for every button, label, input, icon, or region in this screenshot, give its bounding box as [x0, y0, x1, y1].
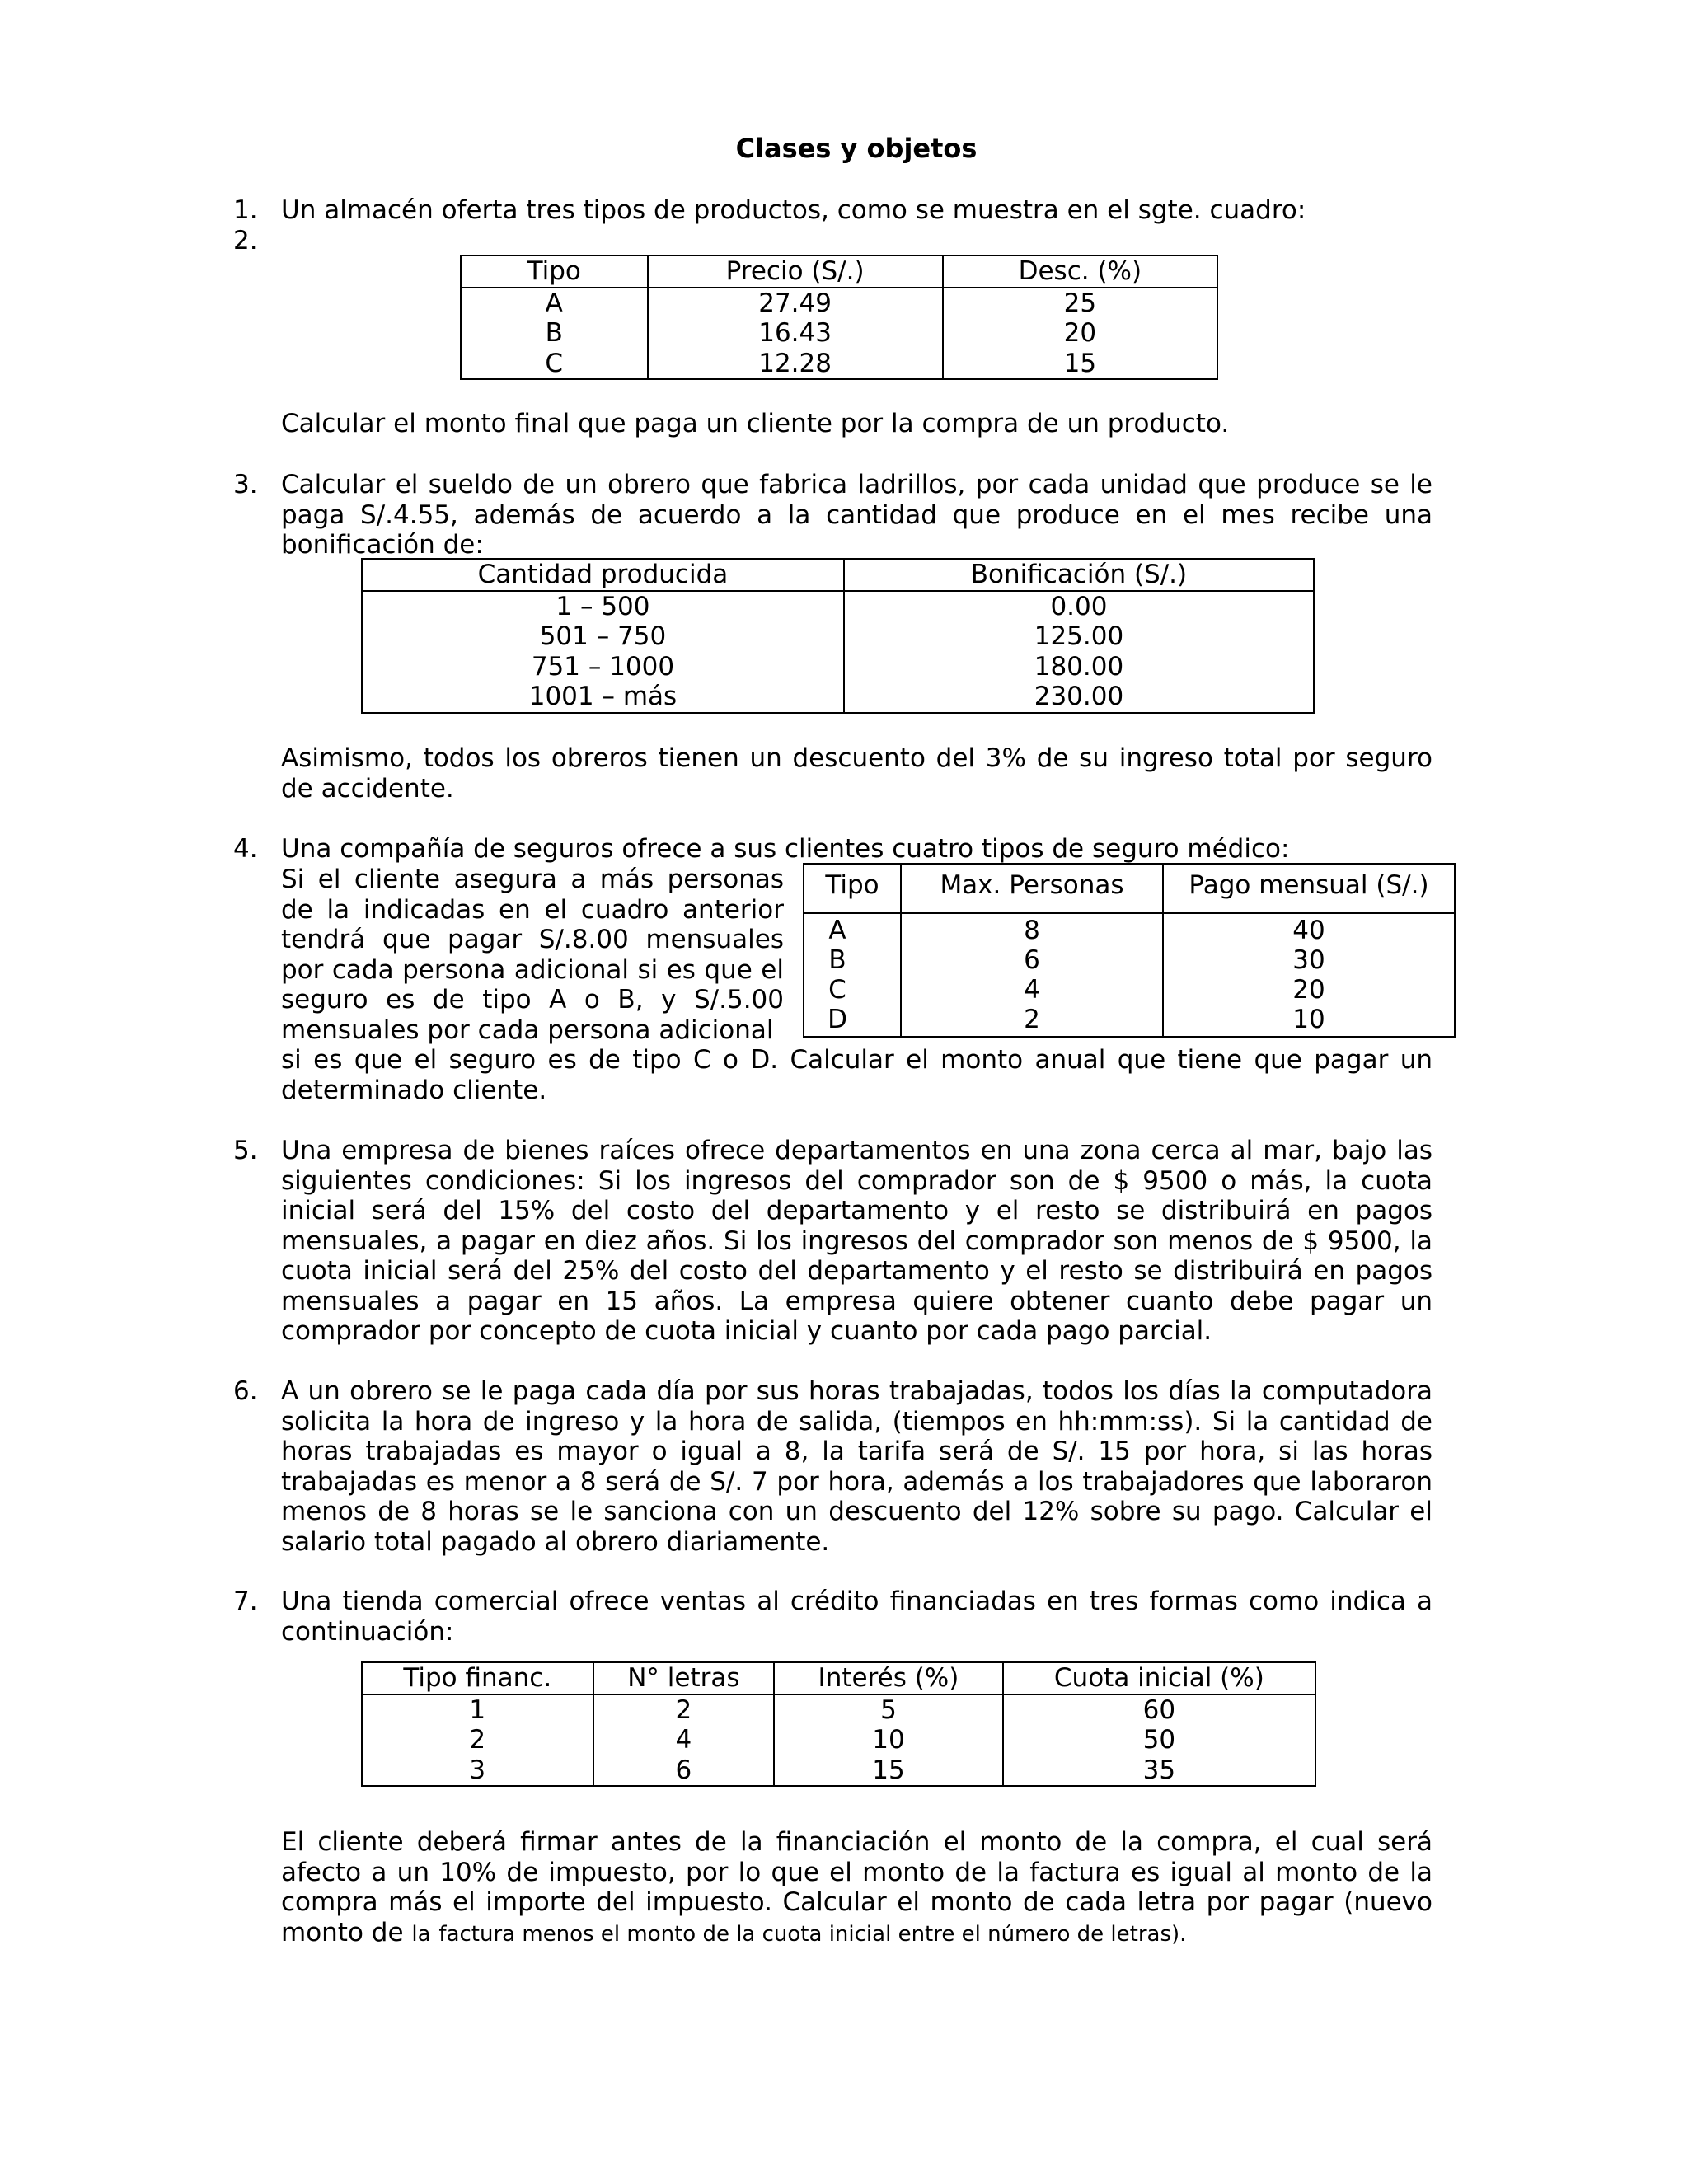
page-title: Clases y objetos — [735, 133, 978, 164]
table-cell: D — [828, 1005, 847, 1034]
table-cell: 27.49 — [648, 288, 943, 319]
table-row — [362, 1694, 1315, 1726]
table-cell: 6 — [1024, 945, 1040, 975]
table-row — [461, 318, 1217, 349]
table-header-row — [461, 255, 1217, 288]
exercise-7-note-small-cont: factura menos el monto de la cuota inicial entre el número de letras). — [438, 1921, 1187, 1947]
table-cell: 6 — [593, 1755, 775, 1787]
table-cell: 15 — [943, 349, 1217, 380]
table-row — [362, 591, 1314, 622]
table-header: Cuota inicial (%) — [1003, 1662, 1315, 1694]
item-number: 2. — [233, 226, 258, 255]
table-cell: B — [461, 318, 648, 349]
table-header: Cantidad producida — [362, 559, 844, 591]
table-cell: C — [461, 349, 648, 380]
item-number: 6. — [233, 1376, 258, 1406]
bonus-table — [361, 558, 1315, 714]
table-cell: 501 – 750 — [362, 621, 844, 652]
table-row — [362, 652, 1314, 682]
table-row — [362, 682, 1314, 713]
item-number: 1. — [233, 195, 258, 225]
table-cell: 230.00 — [844, 682, 1314, 713]
exercise-7-note-main: El cliente deberá firmar antes de la financiación el monto de la compra, el cual será afecto a un 10% de impuesto, por lo que el monto de la factura es igual al monto de la compra más el importe del impuesto. Calcular el monto de cada letra por pagar (nuevo monto de — [281, 1827, 1432, 1947]
exercise-5-text: Una empresa de bienes raíces ofrece departamentos en una zona cerca al mar, bajo las siguientes condiciones: Si los ingresos del comprador son de $ 9500 o más, la cuota inicial será del 15% del costo del departamento y el resto se distribuirá en pagos mensuales, a pagar en diez años. Si los ingresos del comprador son menos de $ 9500, la cuota inicial será del 25% del costo del departamento y el resto se distribuirá en pagos mensuales a pagar en 15 años. La empresa quiere obtener cuanto debe pagar un comprador por concepto de cuota inicial y cuanto por cada pago parcial. — [281, 1136, 1432, 1346]
table-header: Tipo financ. — [362, 1662, 593, 1694]
table-cell: 40 — [1292, 916, 1325, 945]
table-cell: 180.00 — [844, 652, 1314, 682]
table-header: Interés (%) — [774, 1662, 1003, 1694]
exercise-7-note-small: la — [411, 1921, 431, 1947]
table-cell: 1 – 500 — [362, 591, 844, 622]
table-cell: 4 — [1024, 975, 1040, 1005]
table-header: Tipo — [825, 870, 879, 900]
table-cell: 10 — [1292, 1005, 1325, 1034]
table-cell: 10 — [774, 1725, 1003, 1755]
table-row — [362, 1725, 1315, 1755]
exercise-4-text: Una compañía de seguros ofrece a sus clientes cuatro tipos de seguro médico: — [281, 834, 1290, 864]
item-number: 4. — [233, 834, 258, 864]
insurance-table — [803, 863, 1456, 1038]
table-row — [362, 621, 1314, 652]
table-cell: 8 — [1024, 916, 1040, 945]
exercise-1-text: Un almacén oferta tres tipos de productos, como se muestra en el sgte. cuadro: — [281, 195, 1306, 225]
table-header: Desc. (%) — [943, 255, 1217, 288]
product-table — [460, 255, 1218, 380]
table-cell: 15 — [774, 1755, 1003, 1787]
table-header: Precio (S/.) — [648, 255, 943, 288]
table-cell: 1001 – más — [362, 682, 844, 713]
item-number: 5. — [233, 1136, 258, 1165]
header-divider — [804, 912, 1454, 914]
table-cell: 2 — [593, 1694, 775, 1726]
table-header: Bonificación (S/.) — [844, 559, 1314, 591]
exercise-3-text: Calcular el sueldo de un obrero que fabrica ladrillos, por cada unidad que produce se le paga S/.4.55, además de acuerdo a la cantidad que produce en el mes recibe una bonificación de: — [281, 470, 1432, 560]
item-number: 3. — [233, 470, 258, 499]
table-row — [461, 288, 1217, 319]
table-cell: A — [828, 916, 846, 945]
table-cell: 1 — [362, 1694, 593, 1726]
table-header: N° letras — [593, 1662, 775, 1694]
table-cell: 35 — [1003, 1755, 1315, 1787]
table-header: Pago mensual (S/.) — [1189, 870, 1429, 900]
table-cell: 20 — [943, 318, 1217, 349]
financing-table — [361, 1661, 1316, 1787]
table-cell: C — [828, 975, 846, 1005]
table-cell: 2 — [1024, 1005, 1040, 1034]
exercise-7-text: Una tienda comercial ofrece ventas al crédito financiadas en tres formas como indica a continuación: — [281, 1586, 1432, 1647]
table-cell: 751 – 1000 — [362, 652, 844, 682]
table-cell: 16.43 — [648, 318, 943, 349]
table-cell: 25 — [943, 288, 1217, 319]
table-cell: 50 — [1003, 1725, 1315, 1755]
exercise-4-side-text: Si el cliente asegura a más personas de la indicadas en el cuadro anterior tendrá que pagar S/.8.00 mensuales por cada persona adicional si es que el seguro es de tipo A o B, y S/.5.00 mensuales por cada persona adicional — [281, 865, 784, 1045]
table-cell: A — [461, 288, 648, 319]
exercise-3-note: Asimismo, todos los obreros tienen un descuento del 3% de su ingreso total por seguro de accidente. — [281, 743, 1432, 804]
table-row — [362, 1755, 1315, 1787]
exercise-7-note — [281, 1827, 1432, 1949]
table-cell: 60 — [1003, 1694, 1315, 1726]
table-cell: 2 — [362, 1725, 593, 1755]
exercise-2-question: Calcular el monto final que paga un cliente por la compra de un producto. — [281, 409, 1230, 438]
table-cell: 30 — [1292, 945, 1325, 975]
table-cell: B — [828, 945, 846, 975]
item-number: 7. — [233, 1586, 258, 1616]
table-row — [461, 349, 1217, 380]
table-cell: 4 — [593, 1725, 775, 1755]
exercise-4-question: si es que el seguro es de tipo C o D. Calcular el monto anual que tiene que pagar un determinado cliente. — [281, 1045, 1432, 1105]
table-header-row — [362, 559, 1314, 591]
table-cell: 12.28 — [648, 349, 943, 380]
table-cell: 20 — [1292, 975, 1325, 1005]
table-cell: 0.00 — [844, 591, 1314, 622]
table-cell: 125.00 — [844, 621, 1314, 652]
table-header: Max. Personas — [940, 870, 1124, 900]
table-cell: 5 — [774, 1694, 1003, 1726]
table-header-row — [362, 1662, 1315, 1694]
table-cell: 3 — [362, 1755, 593, 1787]
table-header: Tipo — [461, 255, 648, 288]
exercise-6-text: A un obrero se le paga cada día por sus horas trabajadas, todos los días la computadora solicita la hora de ingreso y la hora de salida, (tiempos en hh:mm:ss). Si la cantidad de horas trabajadas es mayor o igual a 8, la tarifa será de S/. 15 por hora, si las horas trabajadas es menor a 8 será de S/. 7 por hora, además a los trabajadores que laboraron menos de 8 horas se le sanciona con un descuento del 12% sobre su pago. Calcular el salario total pagado al obrero diariamente. — [281, 1376, 1432, 1557]
